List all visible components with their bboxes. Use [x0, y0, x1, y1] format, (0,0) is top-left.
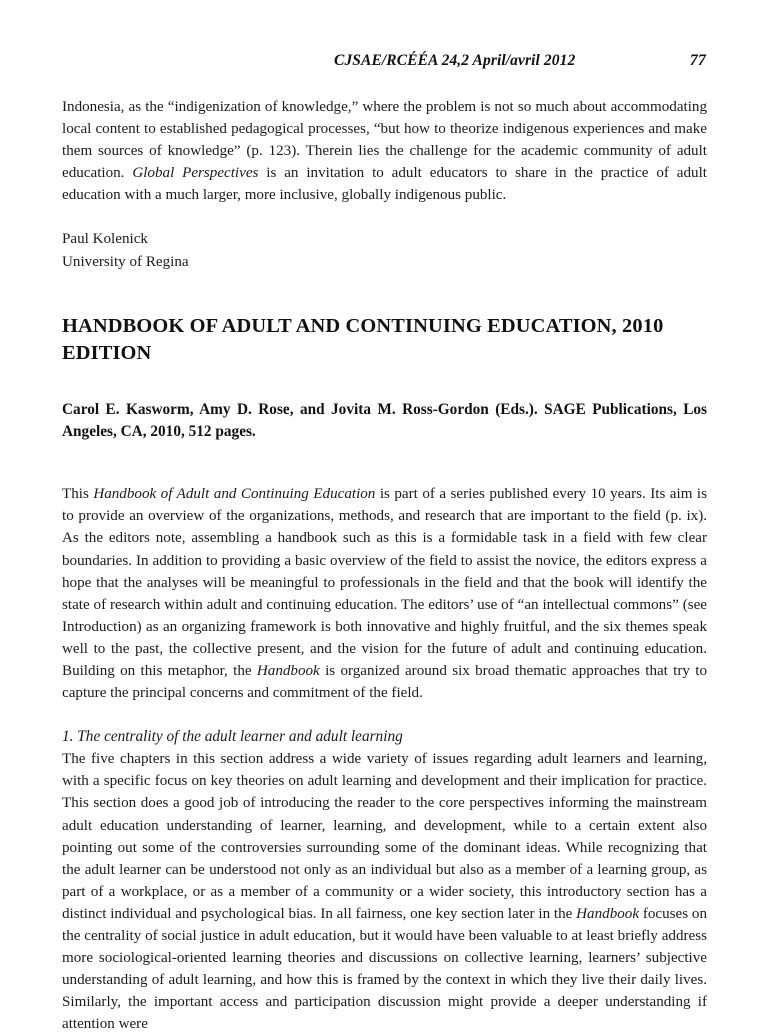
spacer	[62, 273, 707, 313]
reviewer-affiliation: University of Regina	[62, 253, 189, 270]
reviewer-name: Paul Kolenick	[62, 231, 148, 248]
section-1-text-part-2: focuses on the centrality of social justice in adult education, but it would have been valuable to at least briefly address more sociological-oriented learning theories and discussions on collective learning, learners’ subjective understanding of adult learning, and how this is framed by the context in which they live their daily lives. Similarly, the important access and participation discussion might provide a deeper understanding if attention were	[62, 905, 707, 1033]
text-column	[62, 96, 707, 1036]
page-number: 77	[689, 52, 706, 69]
spacer	[62, 443, 707, 483]
section-1-paragraph	[62, 748, 707, 1035]
book-title: HANDBOOK OF ADULT AND CONTINUING EDUCATION, 2010 EDITION	[62, 314, 664, 364]
section-1-text-part-1: The five chapters in this section address a wide variety of issues regarding adult learners and learning, with a specific focus on key theories on adult learning and development and their implication for practice. This section does a good job of introducing the reader to the core perspectives informing the mainstream adult education understanding of learner, learning, and development, while to a certain extent also pointing out some of the controversies surrounding some of the dominant ideas. While recognizing that the adult learner can be understood not only as an individual but also as a member of a learning group, as part of a workplace, or as a member of a community or a wider society, this introductory section has a distinct individual and psychological bias. In all fairness, one key section later in the	[62, 751, 707, 922]
review-text-part-1: This	[62, 486, 94, 503]
spacer	[62, 367, 707, 399]
running-header-journal-title: CJSAE/RCÉÉA 24,2 April/avril 2012	[334, 52, 576, 69]
previous-review-paragraph	[62, 96, 707, 206]
previous-review-text-part-1: Indonesia, as the “indigenization of knowledge,” where the problem is not so much about accommodating local content to established pedagogical processes, “but how to theorize indigenous experiences and make them sources of knowledge” (p. 123). Therein lies the challenge for the academic community of adult education.	[62, 99, 707, 182]
review-text-part-2: is part of a series published every 10 years. Its aim is to provide an overview of the organizations, methods, and research that are important to the field (p. ix). As the editors note, assembling a handbook such as this is a formidable task in a field with few clear boundaries. In addition to providing a basic overview of the field to assist the novice, the editors express a hope that the analyses will be meaningful to professionals in the field and that the book will identify the state of research within adult and continuing education. The editors’ use of “an intellectual commons” (see Introduction) as an organizing framework is both innovative and highly fruitful, and the six themes speak well to the past, the collective present, and the vision for the future of adult and continuing education. Building on this metaphor, the	[62, 486, 707, 679]
previous-review-italic-title: Global Perspectives	[132, 165, 259, 182]
section-1-italic-handbook: Handbook	[576, 905, 640, 922]
spacer	[62, 206, 707, 228]
review-italic-book-title: Handbook of Adult and Continuing Education	[93, 486, 376, 503]
section-heading-1: 1. The centrality of the adult learner and adult learning	[62, 728, 403, 746]
review-italic-handbook: Handbook	[256, 663, 320, 679]
previous-review-text-part-2: is an invitation to adult educators to share in the practice of adult education with a much larger, more inclusive, globally indigenous public.	[62, 165, 707, 204]
book-publication-details: Carol E. Kasworm, Amy D. Rose, and Jovita M. Ross-Gordon (Eds.). SAGE Publications, Los Angeles, CA, 2010, 512 pages.	[62, 400, 707, 440]
running-header	[62, 52, 706, 70]
review-intro-paragraph	[62, 483, 707, 704]
review-text-part-3: is organized around six broad thematic approaches that try to capture the principal concerns and commitment of the field.	[62, 663, 707, 702]
spacer	[62, 704, 707, 726]
